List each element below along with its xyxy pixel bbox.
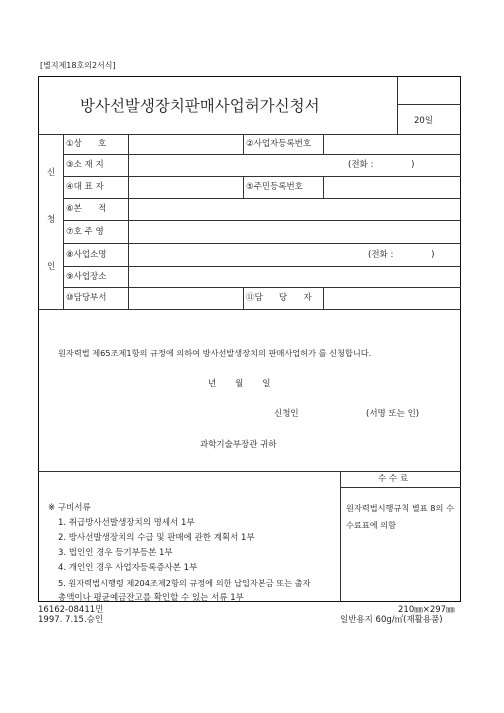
form-number: [별지제18호의2서식]: [40, 61, 116, 70]
input-business-office[interactable]: [129, 244, 359, 265]
input-business-site[interactable]: [129, 267, 460, 286]
label-domicile: ⑥본 적: [66, 204, 107, 214]
document-item-3: 3. 법인인 경우 등기부등본 1부: [58, 548, 173, 558]
document-item-2: 2. 방사선발생장치의 수급 및 판매에 관한 계획서 1부: [58, 533, 255, 543]
label-person-in-charge: ⑪담 당 자: [246, 293, 312, 303]
sign-note: (서명 또는 인): [366, 409, 420, 419]
applicant-sign-label: 신청인: [274, 409, 299, 419]
input-representative[interactable]: [129, 177, 242, 197]
document-item-5-cont: 총액이나 평균예금잔고를 확인할 수 있는 서류 1부: [58, 593, 244, 603]
processing-period: 20일: [414, 116, 434, 126]
input-person-in-charge[interactable]: [324, 288, 460, 308]
footer-approval: 1997. 7.15.승인: [38, 615, 104, 625]
fee-header: 수 수 료: [378, 474, 409, 484]
applicant-label-2: 청: [47, 215, 56, 225]
document-item-5: 5. 원자력법시행령 제204조제2항의 규정에 의한 납입자본금 또는 출자: [58, 578, 311, 588]
date-line: 년 월 일: [208, 379, 271, 389]
office-phone: (전화 : ): [368, 250, 435, 260]
label-representative: ④대 표 자: [66, 182, 104, 192]
input-company-name[interactable]: [129, 135, 242, 153]
document-item-1: 1. 취급방사선발생장치의 명세서 1부: [58, 518, 195, 528]
label-department: ⑩담당부서: [66, 293, 107, 303]
document-item-4: 4. 개인인 경우 사업자등록증사본 1부: [58, 563, 198, 573]
input-address[interactable]: [129, 155, 329, 175]
input-resident-no[interactable]: [324, 177, 460, 197]
applicant-label-3: 인: [47, 262, 56, 272]
address-phone: (전화 : ): [348, 160, 415, 170]
label-address: ③소 재 지: [66, 160, 104, 170]
label-resident-no: ⑤주민등록번호: [246, 182, 303, 192]
input-department[interactable]: [129, 288, 242, 308]
signature-area[interactable]: [305, 404, 365, 422]
label-business-reg-no: ②사업자등록번호: [246, 139, 312, 149]
input-business-reg-no[interactable]: [324, 135, 460, 153]
label-company-name: ①상 호: [66, 139, 107, 149]
input-domicile[interactable]: [129, 199, 460, 219]
footer-code: 16162-08411민: [38, 605, 104, 615]
applicant-label-1: 신: [47, 168, 56, 178]
fee-body: 원자력법시행규칙 별표 8의 수수료표에 의함: [346, 503, 454, 530]
label-business-office: ⑧사업소명: [66, 250, 107, 260]
application-statement: 원자력법 제65조제1항의 규정에 의하여 방사선발생장치의 판매사업허가 를 신청합니다.: [58, 348, 372, 358]
label-business-site: ⑨사업장소: [66, 272, 107, 282]
input-home-address[interactable]: [129, 221, 460, 242]
addressee: 과학기술부장관 귀하: [200, 440, 277, 450]
footer-size: 210㎜×297㎜: [398, 605, 455, 615]
footer-paper: 일반용지 60g/㎡(재활용품): [340, 615, 443, 625]
form-title: 방사선발생장치판매사업허가신청서: [80, 97, 320, 115]
label-home-address: ⑦호 주 영: [66, 227, 104, 237]
documents-header: ※ 구비서류: [48, 503, 91, 513]
